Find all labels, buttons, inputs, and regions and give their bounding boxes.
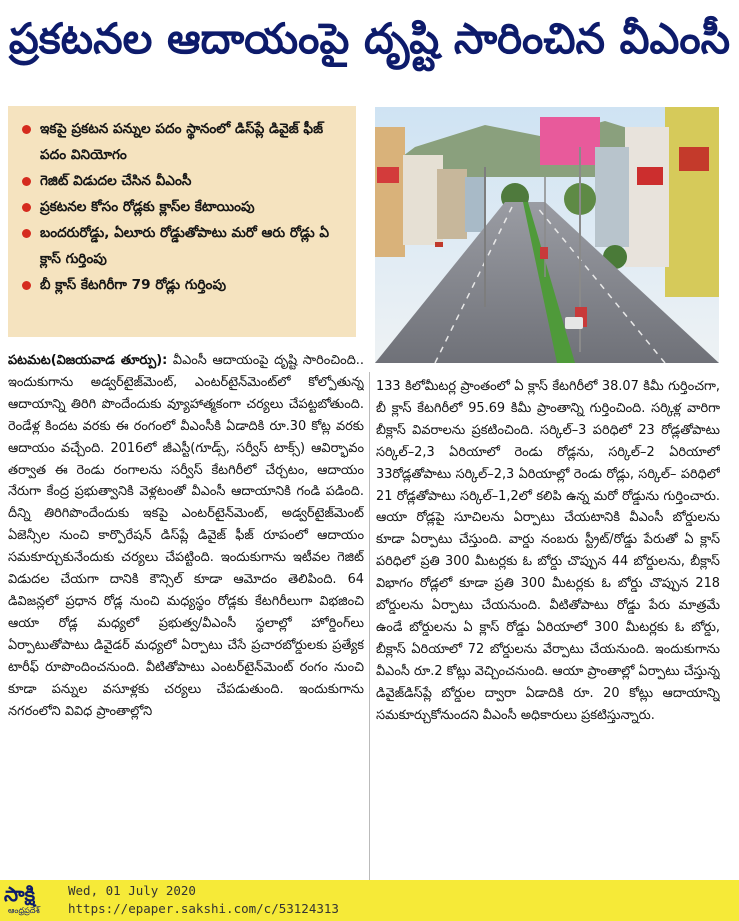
highlight-text: గెజిట్ విడుదల చేసిన వీఎంసీ [40, 173, 192, 189]
highlight-item [20, 220, 348, 272]
bullet-icon [22, 229, 31, 238]
highlight-item [20, 168, 348, 194]
footer-bar [0, 880, 739, 921]
highlights-box [8, 106, 356, 337]
highlight-text: ఇకపై ప్రకటన పన్నుల పదం స్థానంలో డిస్‌ప్లే డివైజ్ ఫీజ్ పదం వినియోగం [40, 121, 324, 163]
highlight-text: బందరురోడ్డు, ఏలూరు రోడ్డుతోపాటు మరో ఆరు రోడ్లు ఏ క్లాస్ గుర్తింపు [40, 225, 330, 267]
highlight-item [20, 272, 348, 298]
article-text: వీఎంసీ ఆదాయంపై దృష్టి సారించింది.. ఇందుకుగాను అడ్వర్‌టైజ్‌మెంట్, ఎంటర్‌టైన్‌మెంట్‌లో కోల్పోతున్న ఆదాయాన్ని తిరిగి పొందేందుకు వ్యూహాత్మకంగా చర్యలు చేపట్టబోతుంది. రెండేళ్ల కిందట వరకు ఈ రంగంలో వీఎంసీకి ఏడాదికి రూ.30 కోట్ల వరకు ఆదాయం వచ్చేంది. 2016లో జీఎస్టీ(గూడ్స్, సర్వీస్ టాక్స్) ఆవిర్భావం తర్వాత ఈ రెండు రంగాలను సర్వీస్ కేటగిరీలో చేర్చటం, ఆదాయం నేరుగా కేంద్ర ప్రభుత్వానికి వెళ్లటంతో వీఎంసీ ఆదాయానికి గండి పడింది. దీన్ని తిరిగిపొందేందుకు ఇకపై ఎంటర్‌టైన్‌మెంట్, అడ్వర్‌టైజ్‌మెంట్ ఏజెన్సీల నుంచి కార్పొరేషన్ డిస్‌ప్లే డివైజ్ ఫీజ్ రూపంలో ఆదాయం సమకూర్చుకునేందుకు చర్యలు చేపట్టింది. ఇందుకుగాను ఇటీవల గెజిట్ విడుదల చేయగా దానికి కౌన్సిల్ కూడా ఆమోదం తెలిపింది. 64 డివిజన్లలో ప్రధాన రోడ్ల నుంచి మధ్యస్థం రోడ్లకు కేటగిరీలుగా విభజించి ఆయా రోడ్ల మధ్యలో ప్రభుత్వ/వీఎంసీ స్థలాల్లో హోర్డింగ్‌లు ఏర్పాటుతోపాటు డివైడర్ మధ్యలో ఏర్పాటు చేసే ప్రచారబోర్డులకు ప్రత్యేక టారీఫ్ రూపొందించనుంది. వీటితోపాటు ఎంటర్‌టైన్‌మెంట్ రంగం నుంచి కూడా పన్నుల వసూళ్లకు చర్యలు చేపడుతుంది. ఇందుకుగాను నగరంలోని వివిధ ప్రాంతాల్లోని [8, 353, 364, 719]
logo-subtext: ఆంధ్రప్రదేశ్ [8, 906, 40, 915]
bullet-icon [22, 177, 31, 186]
article-text: 133 కిలోమీటర్ల ప్రాంతంలో ఏ క్లాస్ కేటగిరీలో 38.07 కిమీ గుర్తించగా, బీ క్లాస్ కేటగిరీలో 95.69 కిమీ ప్రాంతాన్ని గుర్తించింది. సర్కిళ్ల వారిగా బీక్లాస్ వివరాలను ప్రకటించింది. సర్కిల్–3 పరిధిలో 23 రోడ్లతోపాటు సర్కిల్–2,3 ఏరియాలో రెండు రోడ్లను, సర్కిల్–2 ఏరియాలో 33రోడ్లతోపాటు సర్కిల్–2,3 ఏరియాల్లో రెండు రోడ్లు, సర్కిల్– పరిధిలో 21 రోడ్లతోపాటు సర్కిల్–1,2లో కలిపి ఉన్న మరో రోడ్డును గుర్తించారు. ఆయా రోడ్లపై సూచిలను ఏర్పాటు చేయటానికి వీఎంసీ బోర్డులను కూడా ఏర్పాటు చేస్తుంది. వార్డు నంబరు స్ట్రీట్/రోడ్డు పేరుతో ఏ క్లాస్ పరిధిలో ప్రతి 300 మీటర్లకు ఓ బోర్డు చొప్పున 44 బోర్డులను, బీక్లాస్ విభాగం రోడ్లలో కూడా ప్రతి 300 మీటర్లకు ఓ బోర్డు చొప్పున 218 బోర్డులను ఏర్పాటు చేయనుంది. వీటితోపాటు రోడ్డు పేరు మాత్రమే ఉండే బోర్డులను ఏ క్లాస్ రోడ్డు ఏరియాలో 300 మీటర్లకు ఓ బోర్డు, బీక్లాస్ ఏరియాలో 72 బోర్డులను వేర్పాటు చేయనుంది. ఇందుకుగాను వీఎంసీ రూ.2 కోట్లు వెచ్చించనుంది. ఆయా ప్రాంతాల్లో ఏర్పాటు చేస్తున్న డివైజ్‌డిస్‌ప్లే బోర్డుల ద్వారా ఏడాదికి రూ. 20 కోట్లు ఆదాయాన్ని సమకూర్చుకోనుందని వీఎంసీ అధికారులు ప్రకటిస్తున్నారు. [376, 379, 720, 723]
column-divider [369, 372, 370, 880]
logo-text: సాక్షి [4, 882, 36, 906]
highlight-item [20, 194, 348, 220]
headline: ప్రకటనల ఆదాయంపై దృష్టి సారించిన వీఎంసీ [8, 14, 731, 63]
bullet-icon [22, 281, 31, 290]
sakshi-logo [4, 882, 56, 919]
bullet-icon [22, 203, 31, 212]
epaper-link[interactable]: https://epaper.sakshi.com/c/53124313 [68, 901, 339, 916]
bullet-icon [22, 125, 31, 134]
article-column-2 [376, 376, 720, 880]
street-photo [375, 107, 719, 363]
edition-date: Wed, 01 July 2020 [68, 883, 196, 898]
street-photo-image [375, 107, 719, 363]
article-column-1 [8, 350, 364, 880]
highlight-item [20, 116, 348, 168]
highlight-text: బీ క్లాస్ కేటగిరీగా 79 రోడ్లు గుర్తింపు [40, 277, 227, 293]
dateline: పటమట(విజయవాడ తూర్పు): [8, 353, 168, 368]
highlight-text: ప్రకటనల కోసం రోడ్లకు క్లాస్‌ల కేటాయింపు [40, 199, 255, 215]
